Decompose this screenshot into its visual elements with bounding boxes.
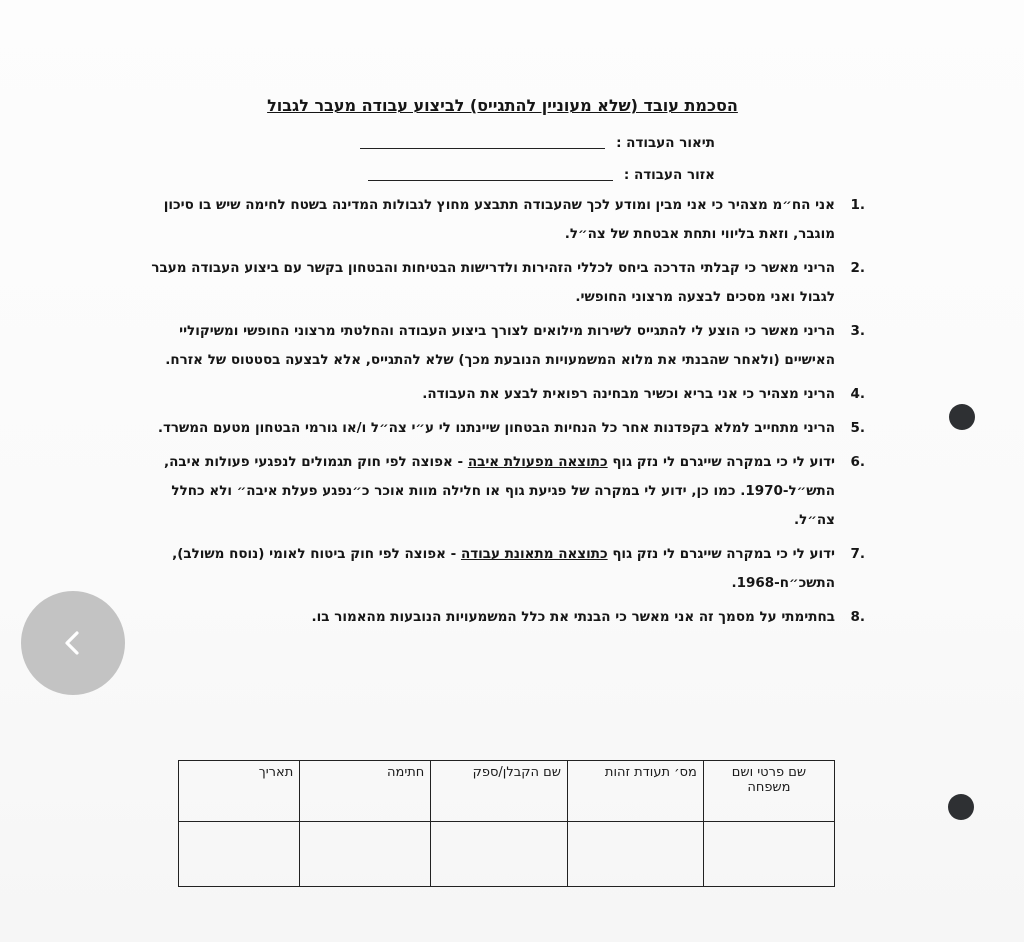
header-date: תאריך	[179, 761, 300, 822]
header-contractor-name: שם הקבלן/ספק	[431, 761, 568, 822]
signature-table-row	[179, 822, 835, 887]
item-number: .5	[850, 420, 865, 436]
item-text-after: - אפוצה לפי חוק ביטוח לאומי (נוסח משולב), התשכ״ח-1968.	[172, 546, 835, 591]
item-number: .6	[850, 454, 865, 470]
work-area-label: אזור העבודה :	[623, 167, 715, 183]
item-text: בחתימתי על מסמך זה אני מאשר כי הבנתי את כלל המשמעויות הנובעות מהאמור בו.	[311, 609, 835, 625]
declaration-list	[140, 191, 865, 632]
declaration-item	[140, 317, 865, 375]
chevron-left-icon	[56, 626, 90, 660]
signature-table-header-row	[179, 761, 835, 822]
work-description-label: תיאור העבודה :	[616, 135, 715, 151]
header-signature: חתימה	[300, 761, 431, 822]
item-number: .2	[850, 260, 865, 276]
work-description-field	[140, 127, 865, 159]
declaration-item	[140, 603, 865, 632]
item-number: .7	[850, 546, 865, 562]
item-text: אני הח״מ מצהיר כי אני מבין ומודע לכך שהעבודה תתבצע מחוץ לגבולות המדינה בשטח לחימה שיש בו סיכון מוגבר, וזאת בליווי ותחת אבטחת של צה״ל.	[163, 197, 835, 242]
signature-table	[178, 760, 835, 887]
item-text-after: - אפוצה לפי חוק תגמולים לנפגעי פעולות איבה, התש״ל-1970. כמו כן, ידוע לי במקרה של פגיעת גוף או חלילה מוות אוכר כ״נפגע פעלת איבה״ ולא כחלל צה״ל.	[163, 454, 835, 528]
declaration-item	[140, 448, 865, 535]
cell-contractor-name	[431, 822, 568, 887]
item-text: הריני מאשר כי קבלתי הדרכה ביחס לכללי הזהירות ולדרישות הבטיחות והבטחון בקשר עם ביצוע העבודה מעבר לגבול ואני מסכים לבצעה מרצוני החופשי.	[151, 260, 835, 305]
cell-full-name	[703, 822, 834, 887]
item-number: .1	[850, 197, 865, 213]
declaration-item	[140, 254, 865, 312]
item-text: הריני מאשר כי הוצע לי להתגייס לשירות מילואים לצורך ביצוע העבודה והחלטתי מרצוני החופשי ומשיקוליי האישיים (ולאחר שהבנתי את מלוא המשמעויות הנובעת מכך) שלא להתגייס, אלא לבצעה בסטטוס של אזרח.	[165, 323, 835, 368]
cell-date	[179, 822, 300, 887]
declaration-item	[140, 414, 865, 443]
declaration-item	[140, 540, 865, 598]
item-text-before: ידוע לי כי במקרה שייגרם לי נזק גוף	[607, 546, 835, 562]
item-text-underlined: כתוצאה מפעולת איבה	[467, 454, 608, 470]
work-description-line	[360, 132, 605, 149]
item-number: .4	[850, 386, 865, 402]
item-number: .8	[850, 609, 865, 625]
work-area-field	[140, 159, 865, 191]
work-area-line	[368, 164, 613, 181]
item-text: הריני מצהיר כי אני בריא וכשיר מבחינה רפואית לבצע את העבודה.	[422, 386, 835, 402]
item-number: .3	[850, 323, 865, 339]
item-text-underlined: כתוצאה מתאונת עבודה	[460, 546, 608, 562]
binder-hole	[949, 404, 975, 430]
document-title: הסכמת עובד (שלא מעוניין להתגייס) לביצוע עבודה מעבר לגבול	[267, 96, 738, 115]
declaration-item	[140, 191, 865, 249]
header-full-name: שם פרטי ושם משפחה	[703, 761, 834, 822]
back-button[interactable]	[21, 591, 125, 695]
declaration-item	[140, 380, 865, 409]
item-text: הריני מתחייב למלא בקפדנות אחר כל הנחיות הבטחון שיינתנו לי ע״י צה״ל ו/או גורמי הבטחון מטעם המשרד.	[157, 420, 835, 436]
item-text-before: ידוע לי כי במקרה שייגרם לי נזק גוף	[607, 454, 835, 470]
cell-id-number	[567, 822, 703, 887]
cell-signature	[300, 822, 431, 887]
consent-document	[140, 96, 865, 637]
binder-hole	[948, 794, 974, 820]
header-id-number: מס׳ תעודת זהות	[567, 761, 703, 822]
